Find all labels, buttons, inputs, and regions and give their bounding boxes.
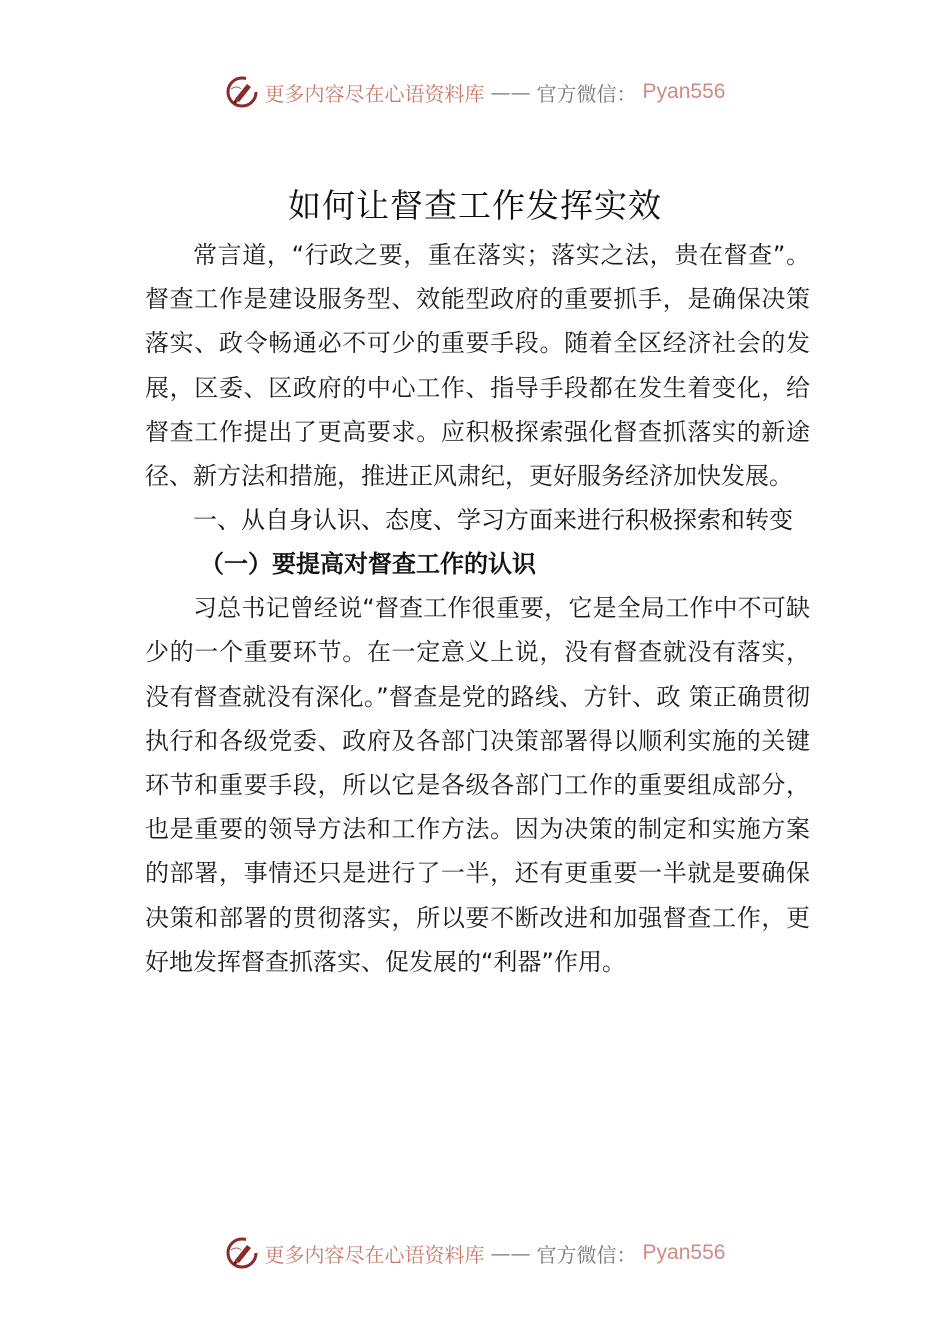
pen-logo-icon — [225, 75, 259, 109]
footer-watermark — [0, 1233, 950, 1273]
header-watermark — [0, 72, 950, 112]
pen-logo-icon — [225, 1236, 259, 1270]
watermark-brand-text: 更多内容尽在心语资料库 — [264, 1242, 485, 1267]
watermark-separator: —— — [490, 80, 531, 104]
subsection-paragraph: 习总书记曾经说“督查工作很重要，它是全局工作中不可缺少的一个重要环节。在一定意义上说，没有督查就没有落实，没有督查就没有深化。”督查是党的路线、方针、政 策正确贯彻执行和各级党委、政府及各部门决策部署得以顺利实施的关键环节和重要手段，所以它是各级各部门工作的重要组成部分，也是重要的领导方法和工作方法。因为决策的制定和实施方案的部署，事情还只是进行了一半，还有更重要一半就是要确保决策和部署的贯彻落实，所以要不断改进和加强督查工作，更好地发挥督查抓落实、促发展的“利器”作用。 — [145, 594, 810, 976]
document-title: 如何让督查工作发挥实效 — [288, 186, 662, 226]
watermark-contact-id: Pyan556 — [642, 1241, 726, 1264]
watermark-contact-id: Pyan556 — [642, 80, 726, 103]
section-heading: 一、从自身认识、态度、学习方面来进行积极探索和转变 — [193, 506, 793, 535]
subsection-heading: （一）要提高对督查工作的认识 — [200, 550, 536, 579]
document-body — [145, 233, 810, 984]
intro-paragraph: 常言道，“行政之要，重在落实；落实之法，贵在督查”。督查工作是建设服务型、效能型政府的重要抓手，是确保决策落实、政令畅通必不可少的重要手段。随着全区经济社会的发展，区委、区政府的中心工作、指导手段都在发生着变化，给督查工作提出了更高要求。应积极探索强化督查抓落实的新途径、新方法和措施，推进正风肃纪，更好服务经济加快发展。 — [145, 241, 810, 491]
watermark-separator: —— — [490, 1241, 531, 1265]
watermark-contact-label: 官方微信： — [536, 81, 637, 106]
watermark-contact-label: 官方微信： — [536, 1242, 637, 1267]
watermark-brand-text: 更多内容尽在心语资料库 — [264, 81, 485, 106]
